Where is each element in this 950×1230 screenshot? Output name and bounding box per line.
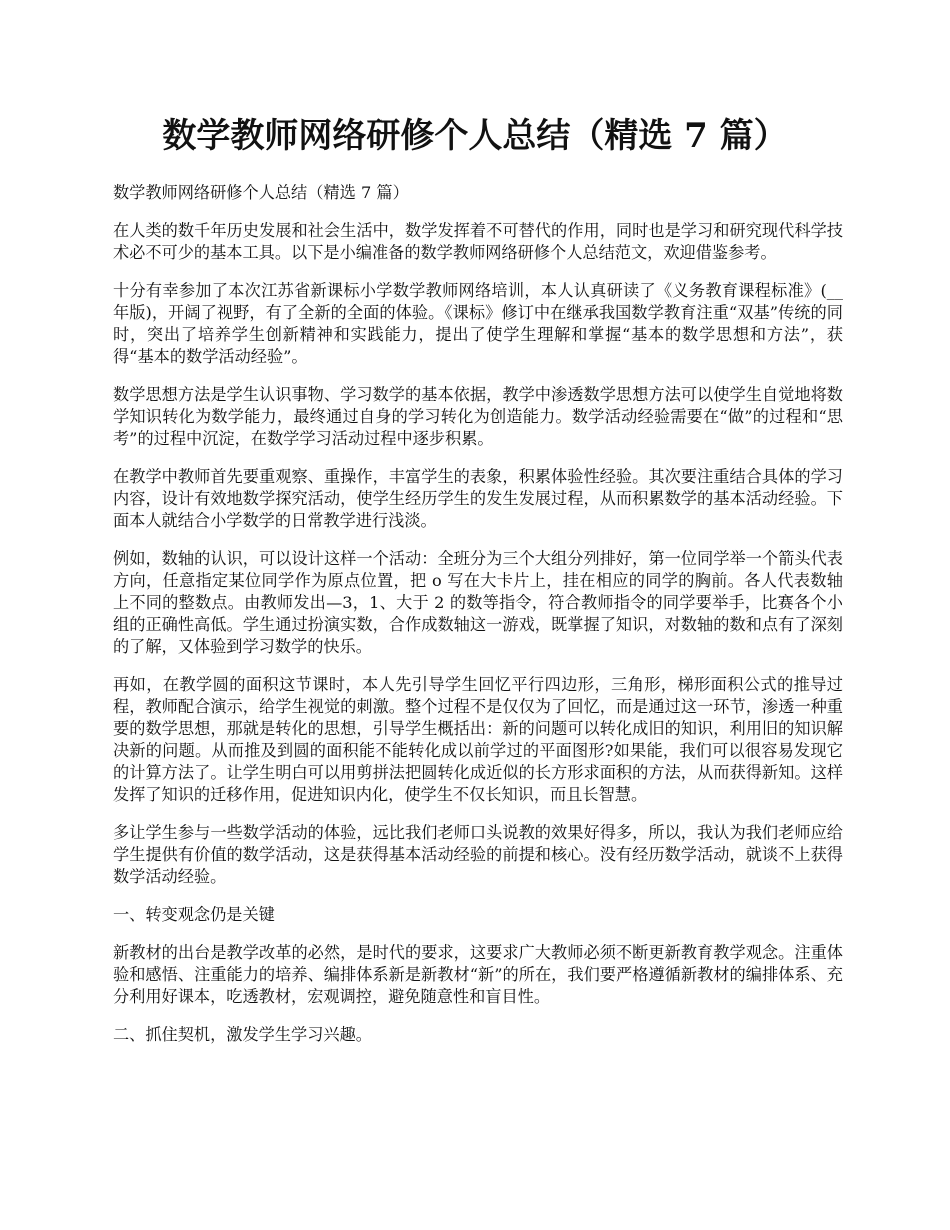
section-heading: 二、抓住契机，激发学生学习兴趣。 <box>113 1025 372 1044</box>
body-paragraph: 数学思想方法是学生认识事物、学习数学的基本依据，教学中渗透数学思想方法可以使学生自觉地将数学知识转化为数学能力，最终通过自身的学习转化为创造能力。数学活动经验需要在“做”的过程和“思考”的过程中沉淀，在数学学习活动过程中逐步积累。 <box>113 385 843 448</box>
subtitle-paragraph: 数学教师网络研修个人总结（精选 7 篇） <box>113 183 409 202</box>
body-paragraph: 新教材的出台是教学改革的必然，是时代的要求，这要求广大教师必须不断更新教育教学观念。注重体验和感悟、注重能力的培养、编排体系新是新教材“新”的所在，我们要严格遵循新教材的编排体系、充分利用好课本，吃透教材，宏观调控，避免随意性和盲目性。 <box>113 943 843 1006</box>
section-heading: 一、转变观念仍是关键 <box>113 905 275 924</box>
body-paragraph: 十分有幸参加了本次江苏省新课标小学数学教师网络培训，本人认真研读了《义务教育课程标准》(__年版)，开阔了视野，有了全新的全面的体验。《课标》修订中在继承我国数学教育注重“双基”传统的同时，突出了培养学生创新精神和实践能力，提出了使学生理解和掌握“基本的数学思想和方法”，获得“基本的数学活动经验”。 <box>113 281 843 366</box>
intro-paragraph: 在人类的数千年历史发展和社会生活中，数学发挥着不可替代的作用，同时也是学习和研究现代科学技术必不可少的基本工具。以下是小编准备的数学教师网络研修个人总结范文，欢迎借鉴参考。 <box>113 221 843 262</box>
body-paragraph: 例如，数轴的认识，可以设计这样一个活动：全班分为三个大组分列排好，第一位同学举一个箭头代表方向，任意指定某位同学作为原点位置，把 o 写在大卡片上，挂在相应的同学的胸前。各人代表数轴上不同的整数点。由教师发出—3，1、大于 2 的数等指令，符合教师指令的同学要举手，比赛各个小组的正确性高低。学生通过扮演实数，合作成数轴这一游戏，既掌握了知识，对数轴的数和点有了深刻的了解，又体验到学习数学的快乐。 <box>113 549 843 656</box>
body-paragraph: 多让学生参与一些数学活动的体验，远比我们老师口头说教的效果好得多，所以，我认为我们老师应给学生提供有价值的数学活动，这是获得基本活动经验的前提和核心。没有经历数学活动，就谈不上获得数学活动经验。 <box>113 823 843 886</box>
body-paragraph: 再如，在教学圆的面积这节课时，本人先引导学生回忆平行四边形，三角形，梯形面积公式的推导过程，教师配合演示，给学生视觉的刺激。整个过程不是仅仅为了回忆，而是通过这一环节，渗透一种重要的数学思想，那就是转化的思想，引导学生概括出：新的问题可以转化成旧的知识，利用旧的知识解决新的问题。从而推及到圆的面积能不能转化成以前学过的平面图形?如果能，我们可以很容易发现它的计算方法了。让学生明白可以用剪拼法把圆转化成近似的长方形求面积的方法，从而获得新知。这样发挥了知识的迁移作用，促进知识内化，使学生不仅长知识，而且长智慧。 <box>113 675 843 804</box>
body-paragraph: 在教学中教师首先要重观察、重操作，丰富学生的表象，积累体验性经验。其次要注重结合具体的学习内容，设计有效地数学探究活动，使学生经历学生的发生发展过程，从而积累数学的基本活动经验。下面本人就结合小学数学的日常教学进行浅淡。 <box>113 467 843 530</box>
document-title: 数学教师网络研修个人总结（精选 7 篇） <box>162 116 788 156</box>
document-body <box>113 182 843 1062</box>
